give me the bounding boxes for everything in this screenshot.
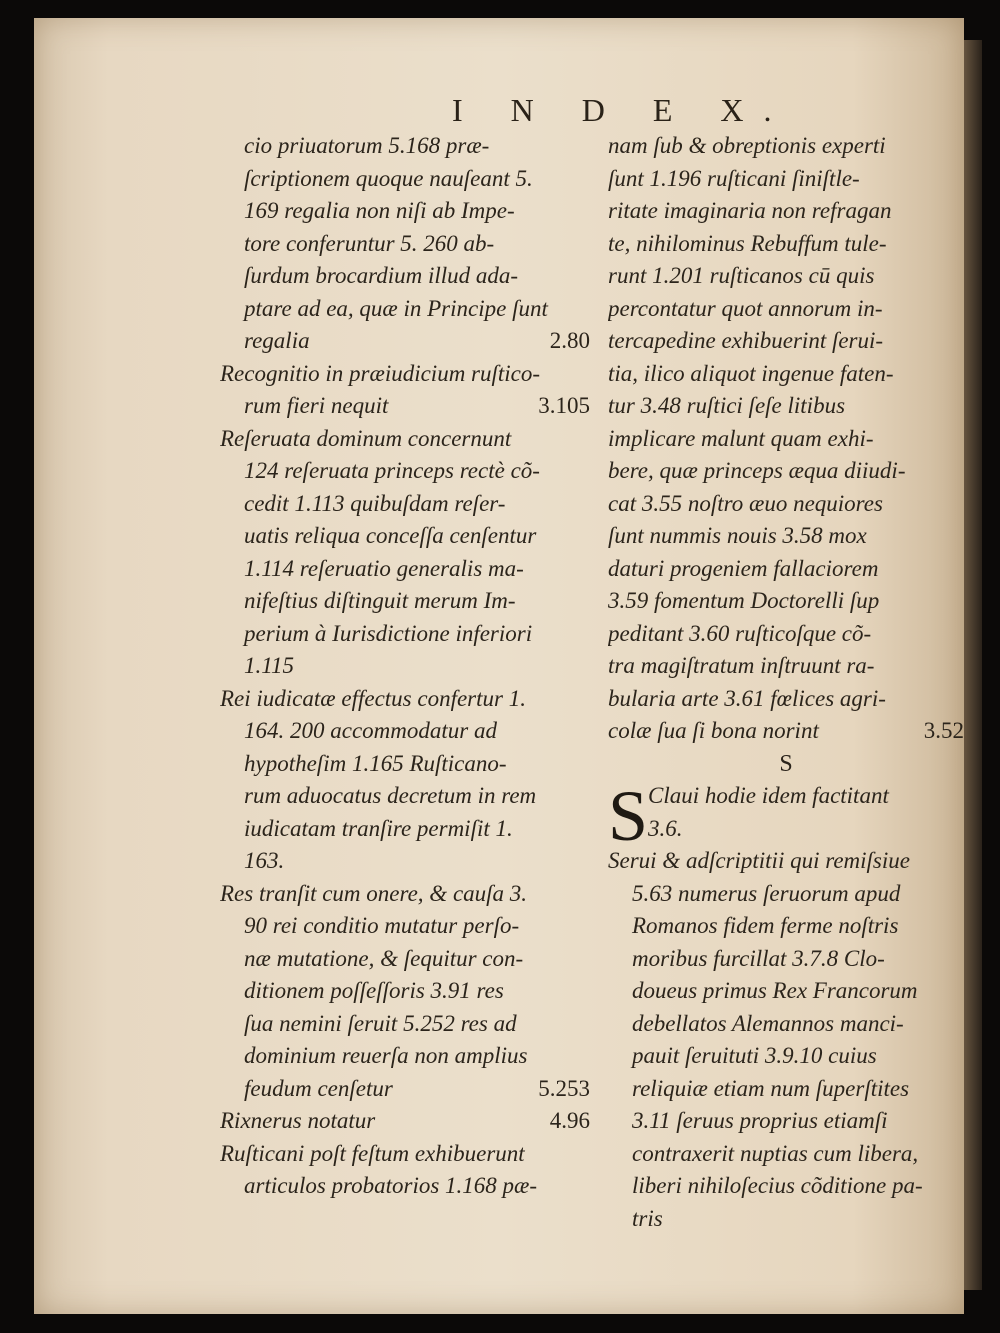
index-text: Recognitio in præiudicium ruſtico- (220, 360, 541, 386)
index-text: rum aduocatus decretum in rem (244, 783, 537, 808)
index-text: tercapedine exhibuerint ſerui- (608, 328, 884, 353)
running-header: I N D E X. (452, 92, 792, 128)
index-line (220, 1008, 590, 1041)
right-column (608, 130, 964, 1235)
index-line (220, 943, 590, 976)
index-line (220, 293, 590, 326)
index-line (608, 943, 964, 976)
page-reference: 3.52 (923, 718, 964, 743)
drop-cap-entry (608, 776, 964, 856)
index-line (608, 585, 964, 618)
index-text: Serui & adſcriptitii qui remiſsiue (608, 848, 910, 873)
index-line (220, 1073, 590, 1106)
index-line (608, 195, 964, 228)
index-line (608, 1008, 964, 1041)
index-text: implicare malunt quam exhi- (608, 425, 874, 451)
index-text: ptare ad ea, quæ in Principe ſunt (244, 295, 548, 321)
index-text: Claui hodie idem factitant (648, 783, 889, 808)
index-line (220, 780, 590, 813)
index-line (608, 325, 964, 358)
drop-cap: S (608, 776, 649, 856)
index-text: 90 rei conditio mutatur perſo- (244, 913, 520, 938)
index-text: 5.63 numerus ſeruorum apud (632, 880, 901, 906)
index-text: doueus primus Rex Francorum (632, 978, 918, 1003)
index-text: Ruſticani poſt feſtum exhibuerunt (220, 1140, 525, 1166)
index-line (608, 130, 964, 163)
index-text: Res tranſit cum onere, & cauſa 3. (220, 880, 528, 906)
page-edge (962, 40, 982, 1290)
index-line (220, 1105, 590, 1138)
index-line (220, 585, 590, 618)
index-line (220, 683, 590, 716)
index-line (608, 423, 964, 456)
page-reference: 2.80 (549, 328, 590, 353)
index-line (608, 715, 964, 748)
index-line (608, 878, 964, 911)
index-line (608, 520, 964, 553)
index-line (608, 975, 964, 1008)
index-text: nifeſtius diſtinguit merum Im- (244, 588, 516, 613)
index-text: dominium reuerſa non amplius (244, 1043, 528, 1068)
index-text: runt 1.201 ruſticanos cū quis (608, 263, 875, 288)
index-text: 1.115 (244, 653, 295, 678)
index-text: cedit 1.113 quibuſdam reſer- (244, 490, 506, 516)
index-text: moribus furcillat 3.7.8 Clo- (632, 945, 885, 971)
index-line (608, 293, 964, 326)
index-text: næ mutatione, & ſequitur con- (244, 945, 524, 971)
index-text: debellatos Alemannos manci- (632, 1010, 904, 1036)
index-line (220, 1040, 590, 1073)
index-text: ſcriptionem quoque nauſeant 5. (244, 165, 533, 191)
index-text: 163. (244, 848, 285, 873)
index-line (608, 260, 964, 293)
index-text: ſurdum brocardium illud ada- (244, 263, 519, 288)
page-reference: 5.253 (538, 1075, 590, 1101)
index-line (220, 325, 590, 358)
index-line (608, 1138, 964, 1171)
page-reference: 3.105 (538, 393, 590, 418)
index-line (608, 1040, 964, 1073)
index-text: Reſeruata dominum concernunt (220, 425, 512, 451)
index-line (220, 163, 590, 196)
index-line (608, 228, 964, 261)
index-line (608, 845, 964, 878)
index-line (220, 618, 590, 651)
index-line (220, 748, 590, 781)
index-text: bere, quæ princeps æqua diiudi- (608, 458, 906, 483)
index-text: tur 3.48 ruſtici ſeſe litibus (608, 393, 846, 418)
index-line (608, 650, 964, 683)
index-line (220, 358, 590, 391)
index-line (220, 1170, 590, 1203)
index-line (608, 813, 964, 846)
index-line (220, 488, 590, 521)
index-text: peditant 3.60 ruſticoſque cõ- (608, 620, 872, 646)
index-text: 164. 200 accommodatur ad (244, 718, 497, 743)
index-text: 3.6. (648, 815, 683, 841)
index-text: liberi nihiloſecius cõditione pa- (632, 1173, 923, 1198)
index-text: Romanos fidem ferme noſtris (632, 913, 899, 938)
index-line (220, 423, 590, 456)
index-line (220, 1138, 590, 1171)
index-text: hypotheſim 1.165 Ruſticano- (244, 750, 507, 776)
index-text: tra magiſtratum inſtruunt ra- (608, 653, 875, 678)
index-text: daturi progeniem fallaciorem (608, 555, 879, 581)
index-text: regalia (244, 328, 310, 353)
index-line (220, 813, 590, 846)
index-line (608, 1203, 964, 1236)
index-line (220, 130, 590, 163)
index-text: pauit ſeruituti 3.9.10 cuius (632, 1043, 877, 1068)
index-text: tia, ilico aliquot ingenue faten- (608, 360, 894, 386)
index-text: ſua nemini ſeruit 5.252 res ad (244, 1010, 517, 1036)
index-line (608, 1170, 964, 1203)
index-text: percontatur quot annorum in- (608, 295, 883, 321)
index-line (608, 163, 964, 196)
index-text: 1.114 reſeruatio generalis ma- (244, 555, 524, 581)
index-line (608, 1105, 964, 1138)
index-text: 169 regalia non niſi ab Impe- (244, 198, 515, 223)
index-line (220, 260, 590, 293)
section-letter: S (779, 750, 793, 777)
index-text: ſunt 1.196 ruſticani ſiniſtle- (608, 165, 860, 191)
index-line (220, 845, 590, 878)
index-line (608, 488, 964, 521)
left-column (220, 130, 590, 1203)
page-reference: 4.96 (549, 1108, 590, 1133)
index-line (220, 553, 590, 586)
index-line (220, 650, 590, 683)
index-line (220, 975, 590, 1008)
index-text: bularia arte 3.61 fœlices agri- (608, 685, 886, 711)
index-text: ſunt nummis nouis 3.58 mox (608, 523, 867, 548)
index-line (220, 455, 590, 488)
index-text: articulos probatorios 1.168 pæ- (244, 1173, 538, 1198)
index-line (608, 910, 964, 943)
index-line (608, 390, 964, 423)
index-line (220, 390, 590, 423)
index-line (608, 618, 964, 651)
index-text: 3.59 fomentum Doctorelli ſup (608, 588, 880, 613)
index-line (220, 195, 590, 228)
index-line (608, 780, 964, 813)
index-line (608, 553, 964, 586)
index-line (608, 455, 964, 488)
index-text: iudicatam tranſire permiſit 1. (244, 815, 513, 841)
index-text: tris (632, 1205, 663, 1231)
index-text: nam ſub & obreptionis experti (608, 133, 886, 158)
index-text: cat 3.55 noſtro æuo nequiores (608, 490, 883, 516)
index-line (608, 358, 964, 391)
index-text: feudum cenſetur (244, 1075, 393, 1101)
index-line (220, 715, 590, 748)
index-text: cio priuatorum 5.168 præ- (244, 133, 490, 158)
index-text: 3.11 ſeruus proprius etiamſi (632, 1108, 888, 1133)
index-text: ditionem poſſeſſoris 3.91 res (244, 978, 504, 1003)
index-text: rum fieri nequit (244, 393, 389, 418)
index-line (220, 878, 590, 911)
index-text: Rixnerus notatur (220, 1108, 376, 1133)
index-line (220, 520, 590, 553)
index-text: reliquiæ etiam num ſuperſtites (632, 1075, 910, 1101)
index-text: 124 reſeruata princeps rectè cõ- (244, 458, 540, 483)
index-line (608, 683, 964, 716)
index-text: perium à Iurisdictione inferiori (244, 620, 533, 646)
index-line (608, 1073, 964, 1106)
index-line (220, 910, 590, 943)
index-line (220, 228, 590, 261)
index-text: ritate imaginaria non refragan (608, 198, 892, 223)
index-text: te, nihilominus Rebuffum tule- (608, 230, 887, 256)
index-text: tore conferuntur 5. 260 ab- (244, 230, 495, 256)
index-text: colæ ſua ſi bona norint (608, 718, 819, 743)
index-text: Rei iudicatæ effectus confertur 1. (220, 685, 526, 711)
index-text: contraxerit nuptias cum libera, (632, 1140, 919, 1166)
index-text: uatis reliqua conceſſa cenſentur (244, 523, 537, 548)
